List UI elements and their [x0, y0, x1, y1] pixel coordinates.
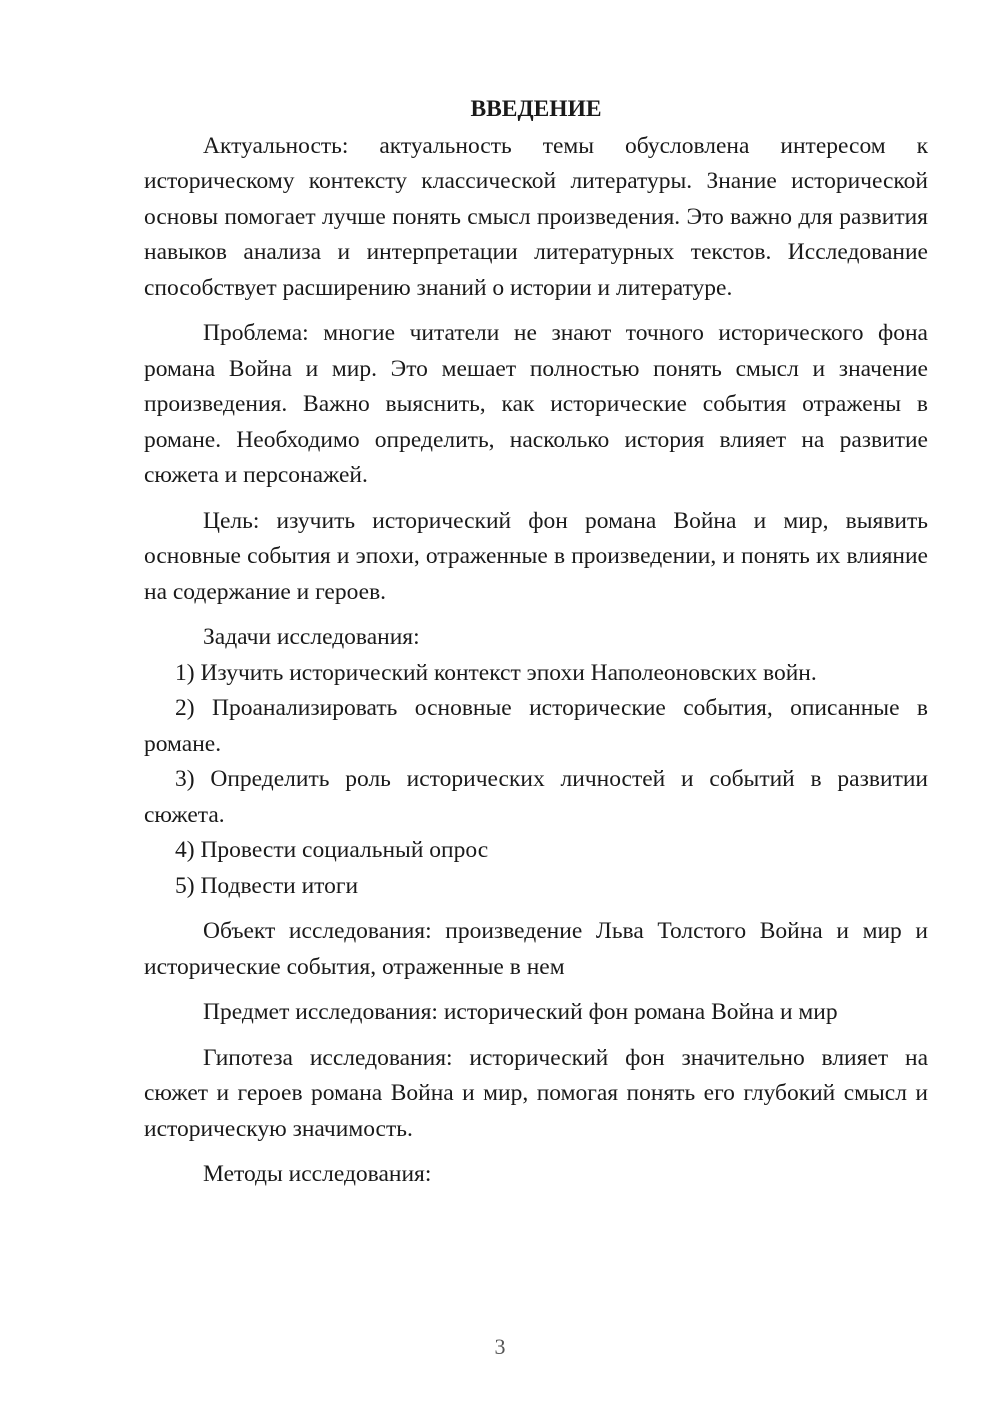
subject-paragraph: Предмет исследования: исторический фон романа Война и мир — [203, 999, 838, 1025]
list-item: 5) Подвести итоги — [175, 872, 359, 899]
goal-paragraph: Цель: изучить исторический фон романа Война и мир, выявить основные события и эпохи, отраженные в произведении, и понять их влияние на содержание и героев. — [144, 507, 928, 605]
hypothesis-paragraph: Гипотеза исследования: исторический фон значительно влияет на сюжет и героев романа Война и мир, помогая понять его глубокий смысл и историческую значимость. — [144, 1044, 928, 1142]
object-paragraph: Объект исследования: произведение Льва Толстого Война и мир и исторические события, отраженные в нем — [144, 918, 928, 980]
problem-paragraph: Проблема: многие читатели не знают точного исторического фона романа Война и мир. Это мешает полностью понять смысл и значение произведения. Важно выяснить, как исторические события отражены в романе. Необходимо определить, насколько история влияет на развитие сюжета и персонажей. — [144, 320, 928, 488]
page-number: 3 — [494, 1334, 506, 1359]
list-item: 2) Проанализировать основные исторические события, описанные в романе. — [144, 695, 928, 757]
page-title: ВВЕДЕНИЕ — [470, 96, 602, 122]
relevance-paragraph: Актуальность: актуальность темы обусловлена интересом к историческому контексту классической литературы. Знание исторической основы помогает лучше понять смысл произведения. Это важно для развития навыков анализа и интерпретации литературных текстов. Исследование способствует расширению знаний о истории и литературе. — [144, 132, 928, 301]
methods-heading: Методы исследования: — [203, 1161, 432, 1187]
tasks-list — [144, 656, 928, 905]
list-item: 4) Провести социальный опрос — [175, 837, 489, 863]
list-item: 1) Изучить исторический контекст эпохи Наполеоновских войн. — [175, 659, 817, 686]
list-item: 3) Определить роль исторических личностей и событий в развитии сюжета. — [144, 766, 928, 828]
page-content — [144, 92, 928, 1193]
tasks-heading: Задачи исследования: — [203, 624, 420, 650]
